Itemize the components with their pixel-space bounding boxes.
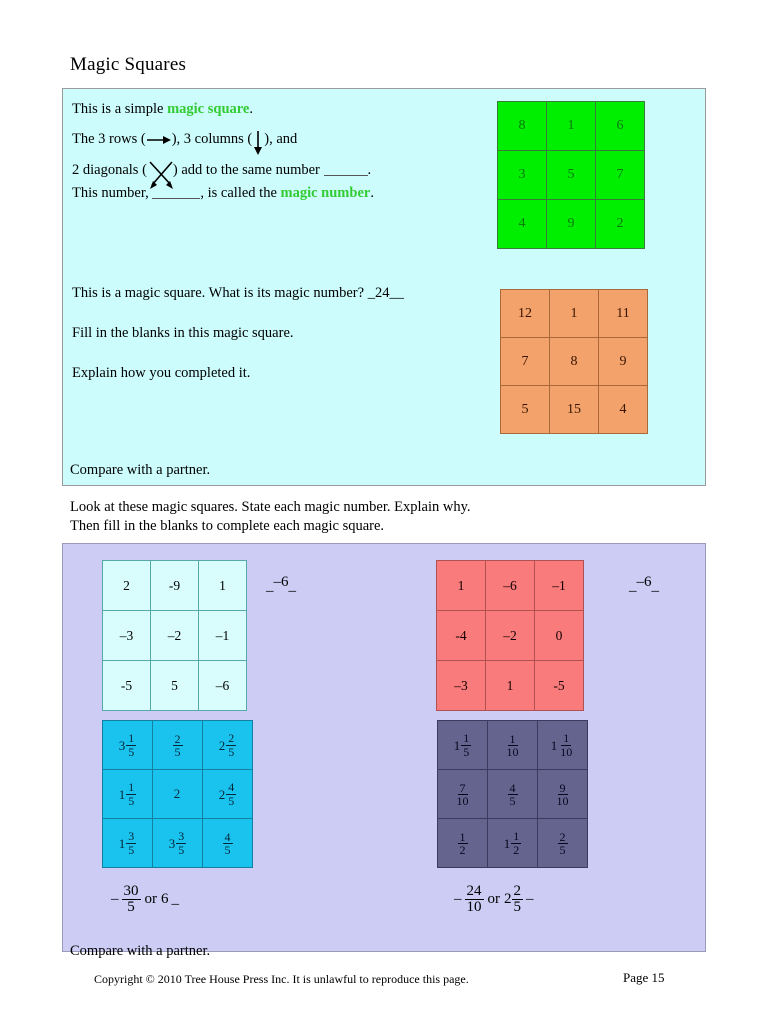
cyan-square-cell-1-1[interactable]: –2 — [151, 611, 199, 661]
slate-square-cell-2-0[interactable]: $\frac{1}{2}$ — [438, 819, 488, 868]
salmon-magic-number-answer[interactable] — [629, 574, 659, 595]
blue-answer-prefix: – — [111, 891, 119, 908]
slate-fraction-magic-square — [437, 720, 588, 868]
orange-magic-square — [500, 289, 648, 434]
table-row — [103, 661, 247, 711]
salmon-square-cell-1-1[interactable]: –2 — [486, 611, 535, 661]
cyan-square-cell-1-2[interactable]: –1 — [199, 611, 247, 661]
magic-number-blank-1[interactable] — [324, 161, 368, 176]
slate-square-cell-2-1[interactable]: 1 $\frac{1}{2}$ — [488, 819, 538, 868]
table-row — [498, 151, 645, 200]
green-square-cell-0-1[interactable]: 1 — [547, 102, 596, 151]
cyan-square-cell-0-2[interactable]: 1 — [199, 561, 247, 611]
instruction-explain: Explain how you completed it. — [72, 365, 251, 381]
intro-line-1-text-a: This is a simple — [72, 101, 168, 117]
salmon-answer-suffix: _ — [651, 578, 659, 594]
salmon-square-cell-0-1[interactable]: –6 — [486, 561, 535, 611]
cyan-magic-square — [102, 560, 247, 711]
blue-fraction-magic-square — [102, 720, 253, 868]
compare-with-partner-bottom: Compare with a partner. — [70, 943, 211, 959]
orange-square-cell-1-0[interactable]: 7 — [501, 338, 550, 386]
table-row — [437, 661, 584, 711]
slate-square-cell-0-1[interactable]: $\frac{1}{10}$ — [488, 721, 538, 770]
green-square-cell-0-2[interactable]: 6 — [596, 102, 645, 151]
table-row — [103, 611, 247, 661]
orange-square-cell-0-1[interactable]: 1 — [550, 290, 599, 338]
table-row — [437, 611, 584, 661]
table-row — [103, 770, 253, 819]
intro-line-2-text-a: The 3 rows ( — [72, 131, 146, 147]
green-square-cell-2-0[interactable]: 4 — [498, 200, 547, 249]
intro-line-3-text-c: . — [367, 161, 372, 178]
salmon-square-cell-2-0[interactable]: –3 — [437, 661, 486, 711]
table-row — [501, 386, 648, 434]
blue-square-cell-1-2[interactable]: 2 $\frac{4}{5}$ — [203, 770, 253, 819]
table-row — [438, 721, 588, 770]
slate-magic-number-answer[interactable] — [451, 884, 537, 916]
salmon-magic-square — [436, 560, 584, 711]
blue-answer-denominator: 5 — [127, 899, 135, 916]
salmon-square-cell-2-1[interactable]: 1 — [486, 661, 535, 711]
intro-line-2-text-c: ), and — [264, 131, 298, 147]
magic-number-term: magic number — [280, 184, 371, 201]
cyan-square-cell-2-0[interactable]: -5 — [103, 661, 151, 711]
intro-line-3-text-a: 2 diagonals ( — [72, 161, 147, 178]
intro-line-4 — [72, 184, 374, 202]
slate-square-cell-2-2[interactable]: $\frac{2}{5}$ — [538, 819, 588, 868]
slate-answer-numerator: 24 — [466, 883, 482, 899]
cyan-square-cell-2-1[interactable]: 5 — [151, 661, 199, 711]
instruction-fill-blanks: Fill in the blanks in this magic square. — [72, 325, 294, 341]
intro-line-2-text-b: ), 3 columns ( — [171, 131, 253, 147]
section-instructions-line-1: Look at these magic squares. State each magic number. Explain why. — [70, 499, 471, 515]
cyan-square-cell-0-1[interactable]: -9 — [151, 561, 199, 611]
slate-answer-mixed-numerator: 2 — [513, 883, 521, 899]
arrow-down-icon — [252, 134, 264, 146]
footer-page-number: Page 15 — [623, 970, 665, 985]
table-row — [103, 721, 253, 770]
blue-answer-fraction — [122, 884, 141, 916]
slate-square-cell-1-1[interactable]: $\frac{4}{5}$ — [488, 770, 538, 819]
green-square-cell-0-0[interactable]: 8 — [498, 102, 547, 151]
section-instructions — [70, 498, 471, 536]
table-row — [438, 819, 588, 868]
salmon-square-cell-0-0[interactable]: 1 — [437, 561, 486, 611]
blue-answer-whole: 6 — [161, 891, 169, 908]
slate-answer-mixed-denominator: 5 — [513, 899, 521, 916]
orange-square-cell-0-0[interactable]: 12 — [501, 290, 550, 338]
intro-line-4-text-a: This number, — [72, 184, 153, 201]
cyan-answer-value: –6 — [273, 574, 289, 590]
cyan-square-cell-2-2[interactable]: –6 — [199, 661, 247, 711]
slate-square-cell-0-2[interactable]: 1 $\frac{1}{10}$ — [538, 721, 588, 770]
slate-answer-mixed-fraction — [512, 884, 524, 916]
salmon-answer-prefix: _ — [629, 578, 637, 594]
table-row — [501, 338, 648, 386]
slate-square-cell-0-0[interactable]: 1 $\frac{1}{5}$ — [438, 721, 488, 770]
cyan-answer-suffix: _ — [288, 578, 296, 594]
compare-with-partner-top: Compare with a partner. — [70, 462, 211, 478]
orange-square-cell-2-1[interactable]: 15 — [550, 386, 599, 434]
cyan-square-cell-0-0[interactable]: 2 — [103, 561, 151, 611]
intro-line-3-text-b: ) add to the same number — [172, 161, 324, 178]
slate-answer-fraction — [465, 884, 484, 916]
blue-square-cell-0-0[interactable]: 3 $\frac{1}{5}$ — [103, 721, 153, 770]
footer-copyright: Copyright © 2010 Tree House Press Inc. It is unlawful to reproduce this page. — [94, 972, 469, 986]
blue-square-cell-0-1[interactable]: $\frac{2}{5}$ — [153, 721, 203, 770]
table-row — [103, 561, 247, 611]
green-square-cell-2-2[interactable]: 2 — [596, 200, 645, 249]
blue-square-cell-2-1[interactable]: 3 $\frac{3}{5}$ — [153, 819, 203, 868]
green-square-cell-1-2[interactable]: 7 — [596, 151, 645, 200]
green-magic-square — [497, 101, 645, 249]
slate-square-cell-1-2[interactable]: $\frac{9}{10}$ — [538, 770, 588, 819]
cyan-magic-number-answer[interactable] — [266, 574, 296, 595]
blue-answer-numerator: 30 — [123, 883, 139, 899]
blue-square-cell-0-2[interactable]: 2 $\frac{2}{5}$ — [203, 721, 253, 770]
orange-square-cell-1-2[interactable]: 9 — [599, 338, 648, 386]
magic-number-blank-2[interactable] — [152, 184, 200, 199]
salmon-square-cell-2-2[interactable]: -5 — [535, 661, 584, 711]
magic-square-term: magic square — [167, 101, 250, 117]
table-row — [103, 819, 253, 868]
slate-answer-suffix: – — [526, 891, 534, 908]
question-magic-number: This is a magic square. What is its magic number? _24__ — [72, 285, 404, 301]
blue-square-cell-1-0[interactable]: 1 $\frac{1}{5}$ — [103, 770, 153, 819]
green-square-cell-1-0[interactable]: 3 — [498, 151, 547, 200]
diagonal-arrows-icon — [147, 163, 173, 177]
table-row — [501, 290, 648, 338]
salmon-square-cell-1-2[interactable]: 0 — [535, 611, 584, 661]
slate-answer-or: or — [487, 891, 500, 908]
table-row — [437, 561, 584, 611]
green-square-cell-2-1[interactable]: 9 — [547, 200, 596, 249]
slate-square-cell-1-0[interactable]: $\frac{7}{10}$ — [438, 770, 488, 819]
page-title: Magic Squares — [70, 54, 187, 75]
blue-answer-suffix: _ — [171, 891, 179, 908]
intro-line-1 — [72, 101, 253, 118]
salmon-square-cell-1-0[interactable]: -4 — [437, 611, 486, 661]
table-row — [498, 200, 645, 249]
slate-answer-denominator: 10 — [466, 899, 482, 916]
intro-line-2 — [72, 131, 297, 148]
salmon-square-cell-0-2[interactable]: –1 — [535, 561, 584, 611]
cyan-answer-prefix: _ — [266, 578, 274, 594]
intro-line-3 — [72, 161, 371, 179]
orange-square-cell-2-2[interactable]: 4 — [599, 386, 648, 434]
blue-answer-or: or — [144, 891, 157, 908]
slate-answer-prefix: – — [454, 891, 462, 908]
table-row — [498, 102, 645, 151]
orange-square-cell-2-0[interactable]: 5 — [501, 386, 550, 434]
blue-square-cell-2-0[interactable]: 1 $\frac{3}{5}$ — [103, 819, 153, 868]
intro-line-4-text-c: . — [370, 184, 374, 201]
salmon-answer-value: –6 — [636, 574, 652, 590]
blue-magic-number-answer[interactable] — [108, 884, 182, 916]
section-instructions-line-2: Then fill in the blanks to complete each magic square. — [70, 518, 385, 534]
cyan-square-cell-1-0[interactable]: –3 — [103, 611, 151, 661]
slate-answer-whole: 2 — [504, 891, 512, 908]
orange-square-cell-0-2[interactable]: 11 — [599, 290, 648, 338]
blue-square-cell-1-1[interactable]: 2 — [153, 770, 203, 819]
green-square-cell-1-1[interactable]: 5 — [547, 151, 596, 200]
blue-square-cell-2-2[interactable]: $\frac{4}{5}$ — [203, 819, 253, 868]
intro-line-1-text-b: . — [249, 101, 253, 117]
table-row — [438, 770, 588, 819]
orange-square-cell-1-1[interactable]: 8 — [550, 338, 599, 386]
arrow-right-icon — [146, 134, 172, 146]
intro-line-4-text-b: , is called the — [200, 184, 281, 201]
